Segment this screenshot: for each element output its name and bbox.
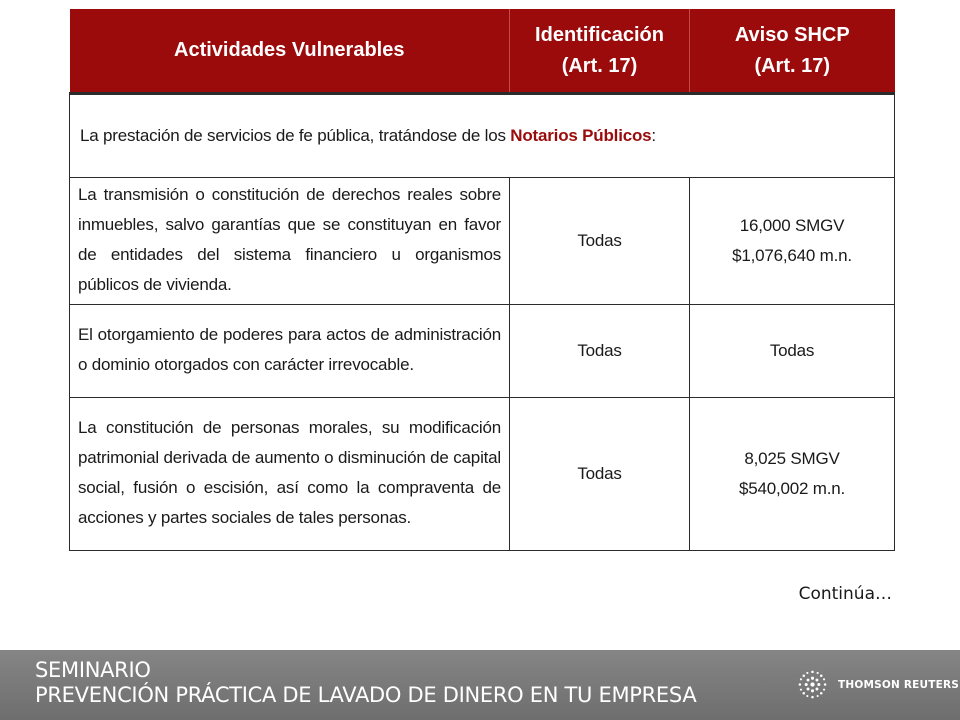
table-row	[70, 178, 895, 305]
table-row	[70, 398, 895, 551]
row-description: La constitución de personas morales, su modificación patrimonial derivada de aumento o disminución de capital social, fusión o escisión, así como la compraventa de acciones y partes sociales de tales personas.	[70, 398, 510, 551]
thomson-reuters-logo-icon	[796, 668, 829, 701]
row-notice: 8,025 SMGV $540,002 m.n.	[690, 398, 895, 551]
row-description: El otorgamiento de poderes para actos de administración o dominio otorgados con carácter irrevocable.	[70, 305, 510, 398]
seminar-line-1: SEMINARIO	[35, 658, 151, 682]
row-identification: Todas	[510, 305, 690, 398]
intro-cell: La prestación de servicios de fe pública, tratándose de los Notarios Públicos:	[70, 94, 895, 178]
table-header-row	[70, 9, 895, 94]
footer-banner	[0, 650, 960, 720]
thomson-reuters-wordmark: THOMSON REUTERS	[838, 678, 960, 691]
seminar-title	[35, 658, 696, 708]
activities-table	[69, 9, 895, 551]
table-row	[70, 305, 895, 398]
header-aviso-shcp: Aviso SHCP (Art. 17)	[690, 9, 895, 94]
continua-label: Continúa…	[798, 584, 892, 604]
row-notice: 16,000 SMGV $1,076,640 m.n.	[690, 178, 895, 305]
intro-row	[70, 94, 895, 178]
thomson-reuters-logo	[796, 668, 959, 701]
header-actividades: Actividades Vulnerables	[70, 9, 510, 94]
row-notice: Todas	[690, 305, 895, 398]
notarios-publicos-highlight: Notarios Públicos	[510, 126, 652, 145]
row-description: La transmisión o constitución de derechos reales sobre inmuebles, salvo garantías que se constituyan en favor de entidades del sistema financiero u organismos públicos de vivienda.	[70, 178, 510, 305]
row-identification: Todas	[510, 398, 690, 551]
row-identification: Todas	[510, 178, 690, 305]
seminar-line-2: PREVENCIÓN PRÁCTICA DE LAVADO DE DINERO EN TU EMPRESA	[35, 683, 697, 707]
header-identificacion: Identificación (Art. 17)	[510, 9, 690, 94]
